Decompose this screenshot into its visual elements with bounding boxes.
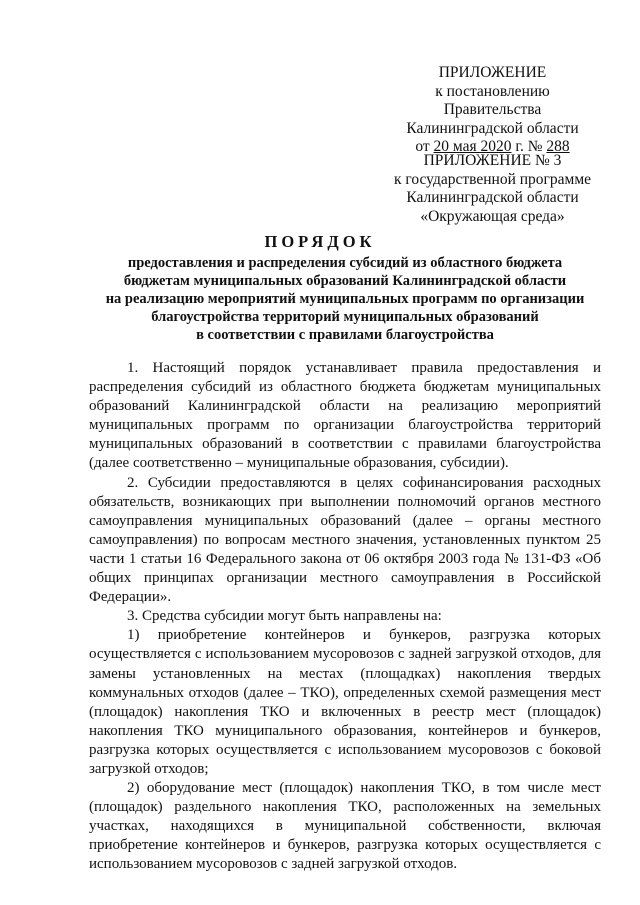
document-subtitle — [80, 254, 610, 344]
appendix-line: к постановлению Правительства — [435, 82, 550, 118]
appendix-state-program — [385, 152, 600, 226]
appendix-line: «Окружающая среда» — [420, 207, 565, 225]
document-body — [89, 359, 601, 875]
subtitle-line: на реализацию мероприятий муниципальных программ по организации — [105, 291, 585, 307]
date-value: 20 мая 2020 — [433, 138, 512, 155]
paragraph-2: 2. Субсидии предоставляются в целях софинансирования расходных обязательств, возникающих при выполнении полномочий органов местного самоуправления муниципальных образований (далее – органы местного самоуправления) по вопросам местного значения, установленных пунктом 25 части 1 статьи 16 Федерального закона от 06 октября 2003 года № 131-ФЗ «Об общих принципах организации местного самоуправления в Российской Федерации». — [89, 474, 601, 606]
subtitle-line: благоустройства территорий муниципальных образований — [151, 309, 539, 325]
subtitle-line: в соответствии с правилами благоустройства — [196, 327, 494, 343]
appendix-heading: ПРИЛОЖЕНИЕ — [438, 64, 547, 81]
subtitle-line: бюджетам муниципальных образований Калининградской области — [123, 273, 567, 289]
paragraph-3-item-1: 1) приобретение контейнеров и бункеров, разгрузка которых осуществляется с использованием мусоровозов с задней загрузкой отходов, для замены установленных на местах (площадках) накопления твердых коммунальных отходов (далее – ТКО), определенных схемой размещения мест (площадок) накопления ТКО и включенных в реестр мест (площадок) накопления ТКО муниципального образования, контейнеров и бункеров, разгрузка которых осуществляется с использованием мусоровозов с боковой загрузкой отходов; — [89, 627, 601, 777]
subtitle-line: предоставления и распределения субсидий из областного бюджета — [127, 255, 563, 271]
paragraph-3: 3. Средства субсидии могут быть направлены на: — [127, 608, 442, 625]
paragraph-3-item-2: 2) оборудование мест (площадок) накопления ТКО, в том числе мест (площадок) раздельного накопления ТКО, расположенных на земельных участках, находящихся в муниципальной собственности, включая приобретение контейнеров и бункеров, разгрузка которых осуществляется с использованием мусоровозов с задней загрузкой отходов. — [89, 780, 601, 873]
appendix-heading: ПРИЛОЖЕНИЕ № 3 — [423, 152, 562, 169]
paragraph-1: 1. Настоящий порядок устанавливает правила предоставления и распределения субсидий из областного бюджета бюджетам муниципальных образований Калининградской области на реализацию мероприятий муниципальных программ по организации благоустройства территорий муниципальных образований в соответствии с правилами благоустройства (далее соответственно – муниципальные образования, субсидии). — [89, 360, 601, 472]
date-prefix: от — [415, 138, 430, 155]
appendix-line: Калининградской области — [406, 119, 579, 137]
appendix-line: к государственной программе — [393, 170, 592, 188]
decree-number: 288 — [546, 138, 570, 155]
date-suffix: г. № — [515, 138, 543, 155]
appendix-government-decree — [385, 64, 600, 157]
document-title: ПОРЯДОК — [264, 232, 376, 251]
appendix-line: Калининградской области — [406, 189, 579, 206]
